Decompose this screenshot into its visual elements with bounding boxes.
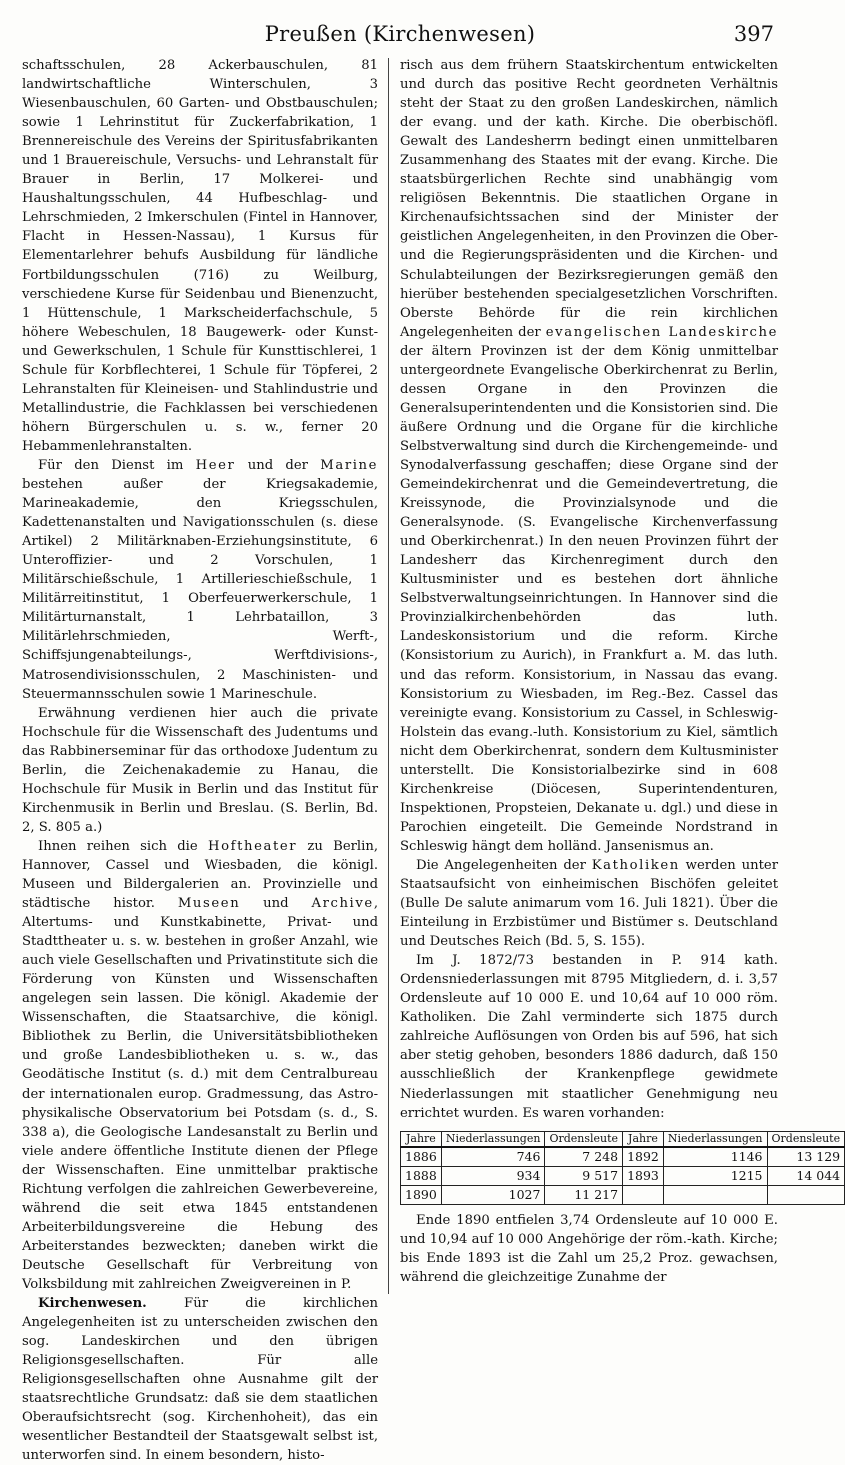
page-header <box>22 20 778 56</box>
column-header: Jahre <box>401 1131 442 1147</box>
text-span: bestehen außer der Kriegsakademie, Marineakademie, den Kriegsschulen, Kadettenanstalten und Navigationsschulen (s. diese Artikel) 2 Militärknaben-Erziehungsinstitute, 6 Unteroffizier- und 2 Vorschulen, 1 Militärschießschule, 1 Artillerieschießschule, 1 Militärreitinstitut, 1 Oberfeuerwerkerschule, 1 Militärturnanstalt, 1 Lehrbataillon, 3 Militärlehrschmieden, Werft-, Schiffsjungenabteilungs-, Werftdivisions-, Matrosendivisionsschulen, 2 Maschinisten- und Steuermannsschulen sowie 1 Marineschule. <box>22 477 379 702</box>
table-cell <box>623 1185 664 1204</box>
table-cell: 746 <box>441 1147 545 1167</box>
paragraph <box>22 456 378 704</box>
table-cell: 11 217 <box>545 1185 623 1204</box>
paragraph: Ende 1890 entfielen 3,74 Ordensleute auf 10 000 E. und 10,94 auf 10 000 Angehörige der röm.-kath. Kirche; bis Ende 1893 ist die Zahl um 25,2 Proz. gewachsen, während die gleichzeitige Zunahme der <box>400 1212 778 1285</box>
section-heading: Kirchenwesen. <box>38 1296 147 1312</box>
text-span: Für die kirchlichen Angelegenheiten ist zu unterscheiden zwischen den sog. Landeskirchen und den übrigen Religionsgesellschaften. Für alle Religionsgesellschaften ohne Ausnahme gilt der staatsrechtliche Grundsatz: daß sie dem staatlichen Oberaufsichtsrecht (sog. Kirchenhoheit), das ein wesentlicher Bestandteil der Staatsgewalt selbst ist, unterworfen sind. In einem besondern, histo- <box>22 1296 379 1464</box>
table-header-row <box>401 1131 845 1147</box>
paragraph <box>22 1294 378 1465</box>
table-cell: 13 129 <box>767 1147 845 1167</box>
spaced-term: Heer <box>195 457 236 473</box>
spaced-term: Archive <box>311 896 374 912</box>
paragraph: schaftsschulen, 28 Ackerbauschulen, 81 landwirtschaftliche Winterschulen, 3 Wiesenbauschulen, 60 Garten- und Obstbauschulen; sowie 1 Lehrinstitut für Zuckerfabrikation, 1 Brennereischule des Vereins der Spiritusfabrikanten und 1 Brauereischule, Versuchs- und Lehranstalt für Brauer in Berlin, 17 Molkerei- und Haushaltungsschulen, 44 Hufbeschlag- und Lehrschmieden, 2 Imkerschulen (Fintel in Hannover, Flacht in Hessen-Nassau), 1 Kursus für Elementarlehrer behufs Ausbildung für ländliche Fortbildungsschulen (716) zu Weilburg, verschiedene Kurse für Seidenbau und Bienenzucht, 1 Hüttenschule, 1 Markscheiderfachschule, 5 höhere Webeschulen, 18 Baugewerk- oder Kunst- und Gewerkschulen, 1 Schule für Kunsttischlerei, 1 Schule für Korbflechterei, 1 Schule für Töpferei, 2 Lehranstalten für Kleineisen- und Stahlindustrie und Metallindustrie, die Fachklassen bei verschiedenen höhern Bürgerschulen u. s. w., ferner 20 Hebammenlehranstalten. <box>22 58 379 454</box>
paragraph <box>400 56 778 856</box>
table-cell: 7 248 <box>545 1147 623 1167</box>
page-title: Preußen (Kirchenwesen) <box>264 22 536 46</box>
text-span: risch aus dem frühern Staatskirchentum entwickelten und durch das positive Recht geordneten Verhältnis steht der Staat zu den großen Landeskirchen, nämlich der evang. und der kath. Kirche. Die oberbischöfl. Gewalt des Landesherrn bedingt einen unmittelbaren Zusammenhang des Staates mit der evang. Kirche. Die staatsbürgerlichen Rechte sind unabhängig vom religiösen Bekenntnis. Die staatlichen Organe in Kirchenaufsichtssachen sind der Minister der geistlichen Angelegenheiten, in den Provinzen die Ober- und die Regierungspräsidenten und die Kirchen- und Schulabteilungen der Bezirksregierungen gemäß den hierüber bestehenden specialgesetzlichen Vorschriften. Oberste Behörde für die rein kirchlichen Angelegenheiten der <box>400 58 778 340</box>
column-header: Jahre <box>623 1131 664 1147</box>
spaced-term: Hoftheater <box>207 838 298 854</box>
text-span: , Altertums- und Kunstkabinette, Privat- und Stadttheater u. s. w. bestehen in großer Anzahl, wie auch viele Gesellschaften und Privatinstitute sich die Förderung von Künsten und Wissenschaften angelegen sein lassen. Die königl. Akademie der Wissenschaften, die Staatsarchive, die königl. Bibliothek zu Berlin, die Universitätsbibliotheken und große Landesbibliotheken u. s. w., das Geodätische Institut (s. d.) mit dem Centralbureau der internationalen europ. Gradmessung, das Astro-physikalische Observatorium bei Potsdam (s. d., S. 338 a), die Geologische Landesanstalt zu Berlin und viele andere öffentliche Institute dienen der Pflege der Wissenschaften. Eine unmittelbar praktische Richtung verfolgen die zahlreichen Gewerbevereine, während die seit etwa 1845 entstandenen Arbeiterbildungsvereine die Hebung des Arbeiterstandes bezweckten; daneben wirkt die Deutsche Gesellschaft für Verbreitung von Volksbildung mit zahlreichen Zweigvereinen in P. <box>22 896 379 1292</box>
table-cell: 1892 <box>623 1147 664 1167</box>
paragraph <box>400 856 778 951</box>
table-cell: 1146 <box>663 1147 767 1167</box>
table-cell: 1893 <box>623 1166 664 1185</box>
column-header: Ordensleute <box>545 1131 623 1147</box>
text-columns <box>22 56 841 1464</box>
right-column <box>389 56 841 1296</box>
page-number: 397 <box>733 22 774 46</box>
column-header: Niederlassungen <box>663 1131 767 1147</box>
text-span: werden unter Staatsaufsicht von einheimischen Bischöfen geleitet (Bulle De salute animarum vom 16. Juli 1821). Über die Einteilung in Erzbistümer und Bistümer s. Deutschland und Deutsches Reich (Bd. 5, S. 155). <box>400 857 778 950</box>
text-span: und <box>240 896 312 912</box>
paragraph: Im J. 1872/73 bestanden in P. 914 kath. Ordensniederlassungen mit 8795 Mitgliedern, d. i. 3,57 Ordensleute auf 10 000 E. und 10,64 auf 10 000 röm. Katholiken. Die Zahl verminderte sich 1875 durch zahlreiche Auflösungen von Orden bis auf 596, hat sich aber stetig gehoben, besonders 1886 dadurch, daß 150 ausschließlich der Krankenpflege gewidmete Niederlassungen mit staatlicher Genehmigung neu errichtet wurden. Es waren vorhanden: <box>400 953 778 1121</box>
table-cell: 1215 <box>663 1166 767 1185</box>
table-row <box>401 1166 845 1185</box>
table-cell: 934 <box>441 1166 545 1185</box>
spaced-term: Marine <box>320 457 379 473</box>
table-cell: 1890 <box>401 1185 442 1204</box>
table-cell: 1888 <box>401 1166 442 1185</box>
text-span: Für den Dienst im <box>38 457 196 473</box>
spaced-term: evangelischen Landeskirche <box>545 324 778 340</box>
text-span: der ältern Provinzen ist der dem König unmittelbar untergeordnete Evangelische Oberkirchenrat zu Berlin, dessen Organe in den Provinzen die Generalsuperintendenten und die Konsistorien sind. Die äußere Ordnung und die Organe für die kirchliche Selbstverwaltung sind durch die Kirchengemeinde- und Synodalverfassung geschaffen; diese Organe sind der Gemeindekirchenrat und die Gemeindevertretung, die Kreissynode, die Provinzialsynode und die Generalsynode. (S. Evangelische Kirchenverfassung und Oberkirchenrat.) In den neuen Provinzen führt der Landesherr das Kirchenregiment durch den Kultusminister und es bestehen dort ähnliche Selbstverwaltungseinrichtungen. In Hannover sind die Provinzialkirchenbehörden das luth. Landeskonsistorium und die reform. Kirche (Konsistorium zu Aurich), in Frankfurt a. M. das luth. und das reform. Konsistorium, in Nassau das evang. Konsistorium zu Wiesbaden, im Reg.-Bez. Cassel das vereinigte evang. Konsistorium zu Cassel, in Schleswig-Holstein das evang.-luth. Konsistorium zu Kiel, sämtlich nicht dem Oberkirchenrat, sondern dem Kultusminister unterstellt. Die Konsistorialbezirke sind in 608 Kirchenkreise (Diöcesen, Superintendenturen, Inspektionen, Propsteien, Dekanate u. dgl.) und diese in Parochien eingeteilt. Die Gemeinde Nordstrand in Schleswig hängt dem holländ. Jansenismus an. <box>400 343 778 854</box>
text-span: Die Angelegenheiten der <box>416 857 592 873</box>
table-cell: 14 044 <box>767 1166 845 1185</box>
table-cell: 1886 <box>401 1147 442 1167</box>
table-row <box>401 1185 845 1204</box>
table-cell: 1027 <box>441 1185 545 1204</box>
table-row <box>401 1147 845 1167</box>
text-span: Ihnen reihen sich die <box>38 838 208 854</box>
orders-statistics-table <box>400 1131 845 1205</box>
table-cell <box>663 1185 767 1204</box>
paragraph: Erwähnung verdienen hier auch die private Hochschule für die Wissenschaft des Judentums und das Rabbinerseminar für das orthodoxe Judentum zu Berlin, die Zeichenakademie zu Hanau, die Hochschule für Musik in Berlin und das Institut für Kirchenmusik in Berlin und Breslau. (S. Berlin, Bd. 2, S. 805 a.) <box>22 705 379 835</box>
column-header: Niederlassungen <box>441 1131 545 1147</box>
table-cell <box>767 1185 845 1204</box>
spaced-term: Katholiken <box>591 857 680 873</box>
column-header: Ordensleute <box>767 1131 845 1147</box>
paragraph <box>22 837 378 1294</box>
table-cell: 9 517 <box>545 1166 623 1185</box>
left-column <box>22 56 388 1464</box>
text-span: und der <box>235 457 321 473</box>
text-span: zu Berlin, Hannover, Cassel und Wiesbaden, die königl. Museen und Bildergalerien an. Provinzielle und städtische histor. <box>22 838 379 912</box>
spaced-term: Museen <box>177 896 241 912</box>
